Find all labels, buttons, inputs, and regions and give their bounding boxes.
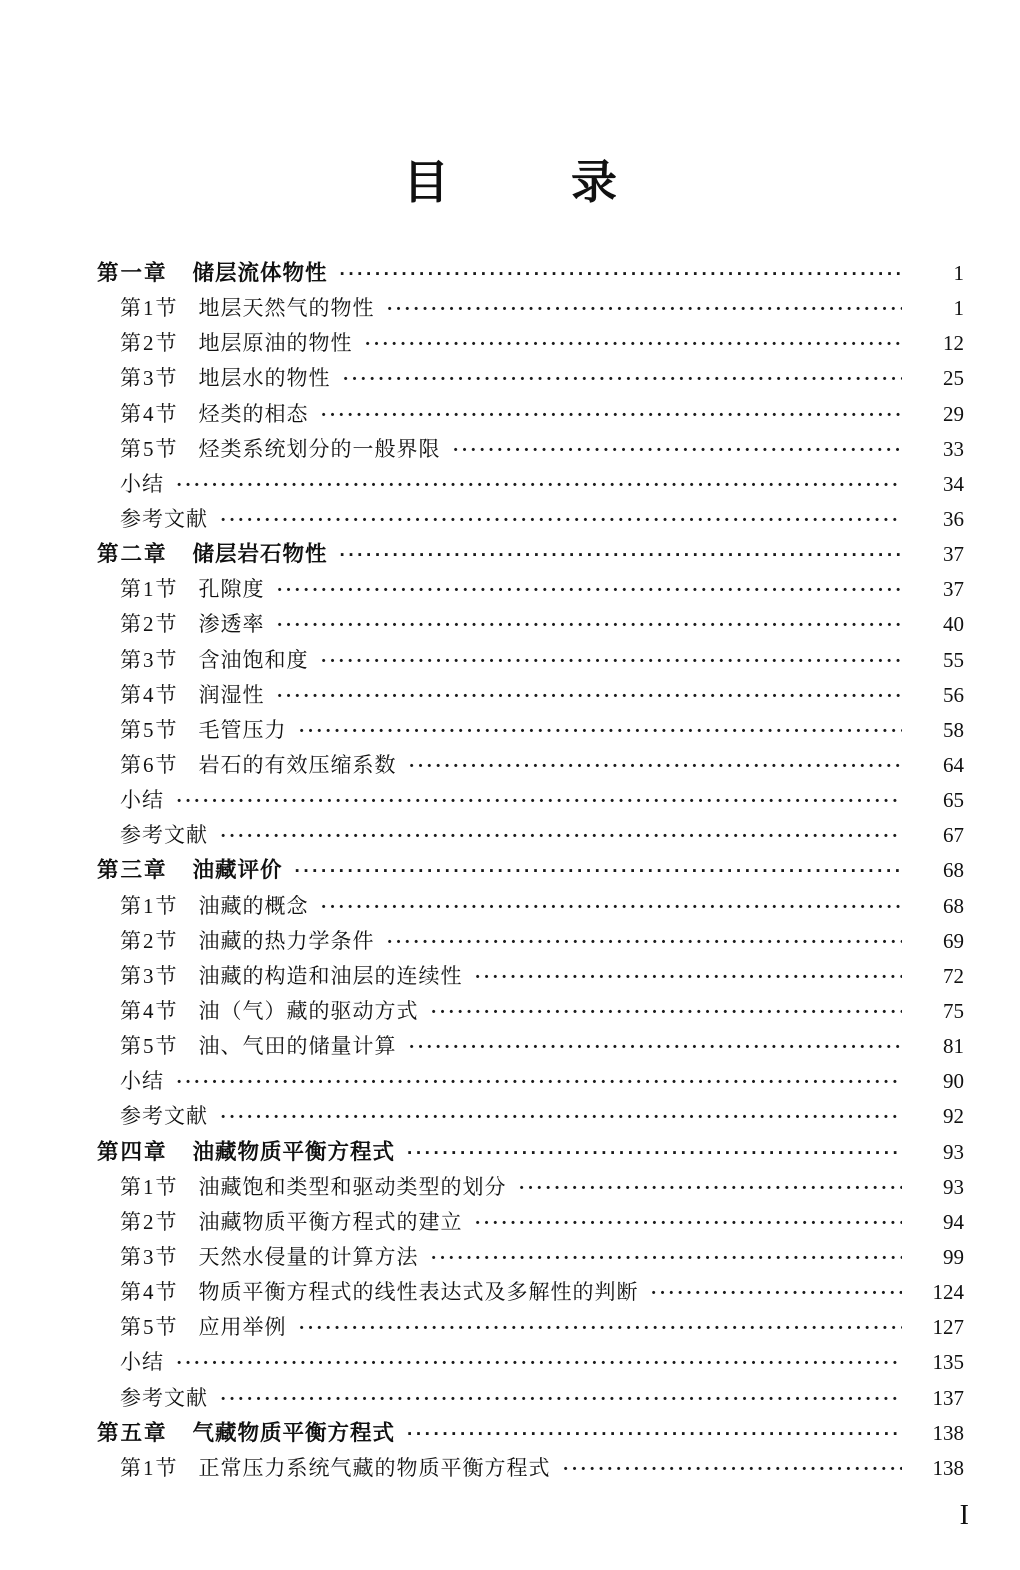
entry-label: 第5节 xyxy=(120,1034,179,1059)
page-title: 目 录 xyxy=(403,157,655,208)
toc-entry xyxy=(97,607,964,642)
entry-label: 第2节 xyxy=(120,1209,179,1234)
toc-entry xyxy=(97,1310,964,1345)
dot-leader xyxy=(220,1382,902,1417)
entry-title: 小结 xyxy=(120,471,164,496)
dot-leader xyxy=(409,749,903,784)
dot-leader xyxy=(321,644,903,679)
dot-leader xyxy=(277,573,903,608)
toc-entry xyxy=(97,1416,964,1451)
entry-title: 小结 xyxy=(120,788,164,813)
entry-page: 93 xyxy=(943,1139,964,1164)
entry-label: 第4节 xyxy=(120,1280,179,1305)
dot-leader xyxy=(563,1452,903,1487)
toc-list xyxy=(97,256,964,1486)
toc-entry xyxy=(97,467,964,502)
dot-leader xyxy=(409,1030,903,1065)
toc-entry xyxy=(97,713,964,748)
entry-title: 参考文献 xyxy=(120,506,208,531)
entry-title: 参考文献 xyxy=(120,823,208,848)
entry-label: 第五章 xyxy=(97,1420,168,1445)
entry-title: 地层水的物性 xyxy=(198,366,331,391)
entry-title: 天然水侵量的计算方法 xyxy=(198,1244,419,1269)
toc-entry xyxy=(97,1240,964,1275)
toc-entry xyxy=(97,1099,964,1134)
dot-leader xyxy=(387,292,903,327)
dot-leader xyxy=(340,538,902,573)
entry-page: 40 xyxy=(943,612,964,637)
entry-title: 正常压力系统气藏的物质平衡方程式 xyxy=(198,1455,551,1480)
toc-entry xyxy=(97,326,964,361)
entry-page: 138 xyxy=(932,1455,964,1480)
dot-leader xyxy=(220,1100,902,1135)
toc-entry xyxy=(97,1029,964,1064)
toc-entry xyxy=(97,678,964,713)
entry-label: 第3节 xyxy=(120,963,179,988)
entry-title: 气藏物质平衡方程式 xyxy=(192,1420,396,1445)
entry-label: 第4节 xyxy=(120,401,179,426)
dot-leader xyxy=(407,1136,902,1171)
dot-leader xyxy=(475,960,903,995)
entry-label: 第四章 xyxy=(97,1139,168,1164)
entry-label: 第三章 xyxy=(97,858,168,883)
toc-entry xyxy=(97,783,964,818)
entry-label: 第1节 xyxy=(120,893,179,918)
entry-label: 第2节 xyxy=(120,331,179,356)
entry-title: 润湿性 xyxy=(198,682,265,707)
entry-title: 油藏的热力学条件 xyxy=(198,928,375,953)
entry-title: 小结 xyxy=(120,1350,164,1375)
entry-label: 第4节 xyxy=(120,998,179,1023)
entry-page: 58 xyxy=(943,717,964,742)
entry-label: 第2节 xyxy=(120,928,179,953)
dot-leader xyxy=(321,398,903,433)
entry-title: 参考文献 xyxy=(120,1104,208,1129)
toc-entry xyxy=(97,1345,964,1380)
entry-title: 油藏饱和类型和驱动类型的划分 xyxy=(198,1174,507,1199)
entry-label: 第3节 xyxy=(120,1244,179,1269)
entry-page: 124 xyxy=(932,1280,964,1305)
dot-leader xyxy=(299,1311,903,1346)
toc-entry xyxy=(97,1205,964,1240)
entry-title: 油藏的概念 xyxy=(198,893,309,918)
entry-label: 第1节 xyxy=(120,1174,179,1199)
dot-leader xyxy=(453,433,903,468)
entry-page: 94 xyxy=(943,1209,964,1234)
entry-label: 第3节 xyxy=(120,647,179,672)
entry-label: 第5节 xyxy=(120,717,179,742)
dot-leader xyxy=(321,890,903,925)
toc-entry xyxy=(97,397,964,432)
entry-page: 34 xyxy=(943,471,964,496)
page-footer-number: I xyxy=(959,1500,970,1531)
entry-page: 99 xyxy=(943,1244,964,1269)
toc-entry xyxy=(97,256,964,291)
entry-label: 第5节 xyxy=(120,436,179,461)
entry-label: 第6节 xyxy=(120,752,179,777)
toc-entry xyxy=(97,502,964,537)
entry-title: 渗透率 xyxy=(198,612,265,637)
entry-title: 物质平衡方程式的线性表达式及多解性的判断 xyxy=(198,1280,639,1305)
toc-entry xyxy=(97,537,964,572)
dot-leader xyxy=(176,1346,902,1381)
entry-title: 储层流体物性 xyxy=(192,261,328,285)
entry-page: 72 xyxy=(943,963,964,988)
entry-page: 37 xyxy=(943,577,964,602)
toc-entry xyxy=(97,1275,964,1310)
entry-title: 岩石的有效压缩系数 xyxy=(198,752,397,777)
dot-leader xyxy=(220,503,902,538)
entry-page: 29 xyxy=(943,401,964,426)
entry-label: 第二章 xyxy=(97,542,168,567)
entry-title: 油藏物质平衡方程式的建立 xyxy=(198,1209,463,1234)
dot-leader xyxy=(299,714,903,749)
toc-entry xyxy=(97,572,964,607)
toc-entry xyxy=(97,1381,964,1416)
entry-title: 油（气）藏的驱动方式 xyxy=(198,998,419,1023)
entry-title: 油藏物质平衡方程式 xyxy=(192,1139,396,1164)
dot-leader xyxy=(176,1065,902,1100)
toc-entry xyxy=(97,748,964,783)
toc-entry xyxy=(97,1135,964,1170)
toc-entry xyxy=(97,1451,964,1486)
dot-leader xyxy=(220,819,902,854)
entry-label: 第1节 xyxy=(120,296,179,321)
entry-page: 36 xyxy=(943,506,964,531)
entry-page: 68 xyxy=(943,893,964,918)
dot-leader xyxy=(651,1276,903,1311)
dot-leader xyxy=(407,1417,902,1452)
entry-page: 137 xyxy=(932,1385,964,1410)
entry-page: 33 xyxy=(943,436,964,461)
entry-page: 37 xyxy=(943,542,964,567)
toc-entry xyxy=(97,291,964,326)
entry-page: 1 xyxy=(953,261,964,285)
entry-page: 56 xyxy=(943,682,964,707)
entry-title: 油藏的构造和油层的连续性 xyxy=(198,963,463,988)
dot-leader xyxy=(176,468,902,503)
entry-title: 含油饱和度 xyxy=(198,647,309,672)
entry-title: 应用举例 xyxy=(198,1315,287,1340)
entry-page: 64 xyxy=(943,752,964,777)
entry-page: 65 xyxy=(943,788,964,813)
entry-title: 储层岩石物性 xyxy=(192,542,328,567)
toc-entry xyxy=(97,1170,964,1205)
entry-page: 138 xyxy=(932,1420,964,1445)
entry-page: 90 xyxy=(943,1069,964,1094)
entry-page: 69 xyxy=(943,928,964,953)
entry-page: 55 xyxy=(943,647,964,672)
entry-page: 67 xyxy=(943,823,964,848)
entry-label: 第4节 xyxy=(120,682,179,707)
dot-leader xyxy=(431,995,903,1030)
toc-entry xyxy=(97,432,964,467)
entry-label: 第一章 xyxy=(97,261,168,285)
toc-entry xyxy=(97,889,964,924)
entry-page: 93 xyxy=(943,1174,964,1199)
entry-title: 地层天然气的物性 xyxy=(198,296,375,321)
entry-label: 第2节 xyxy=(120,612,179,637)
toc-entry xyxy=(97,994,964,1029)
entry-title: 烃类系统划分的一般界限 xyxy=(198,436,441,461)
entry-title: 烃类的相态 xyxy=(198,401,309,426)
entry-page: 1 xyxy=(953,296,964,321)
entry-label: 第1节 xyxy=(120,1455,179,1480)
dot-leader xyxy=(340,257,902,292)
entry-title: 毛管压力 xyxy=(198,717,287,742)
dot-leader xyxy=(176,784,902,819)
entry-page: 127 xyxy=(932,1315,964,1340)
entry-page: 12 xyxy=(943,331,964,356)
dot-leader xyxy=(431,1241,903,1276)
dot-leader xyxy=(475,1206,903,1241)
toc-entry xyxy=(97,1064,964,1099)
toc-entry xyxy=(97,853,964,888)
dot-leader xyxy=(277,608,903,643)
entry-title: 油藏评价 xyxy=(192,858,283,883)
toc-entry xyxy=(97,361,964,396)
entry-title: 孔隙度 xyxy=(198,577,265,602)
entry-title: 小结 xyxy=(120,1069,164,1094)
dot-leader xyxy=(519,1171,903,1206)
entry-page: 75 xyxy=(943,998,964,1023)
entry-page: 68 xyxy=(943,858,964,883)
dot-leader xyxy=(295,854,902,889)
toc-entry xyxy=(97,959,964,994)
entry-page: 135 xyxy=(932,1350,964,1375)
entry-title: 参考文献 xyxy=(120,1385,208,1410)
dot-leader xyxy=(277,679,903,714)
toc-entry xyxy=(97,818,964,853)
entry-label: 第5节 xyxy=(120,1315,179,1340)
entry-label: 第1节 xyxy=(120,577,179,602)
entry-title: 地层原油的物性 xyxy=(198,331,353,356)
entry-label: 第3节 xyxy=(120,366,179,391)
dot-leader xyxy=(387,925,903,960)
entry-page: 92 xyxy=(943,1104,964,1129)
entry-page: 81 xyxy=(943,1034,964,1059)
dot-leader xyxy=(365,327,903,362)
toc-entry xyxy=(97,924,964,959)
entry-page: 25 xyxy=(943,366,964,391)
entry-title: 油、气田的储量计算 xyxy=(198,1034,397,1059)
dot-leader xyxy=(343,362,903,397)
toc-entry xyxy=(97,643,964,678)
